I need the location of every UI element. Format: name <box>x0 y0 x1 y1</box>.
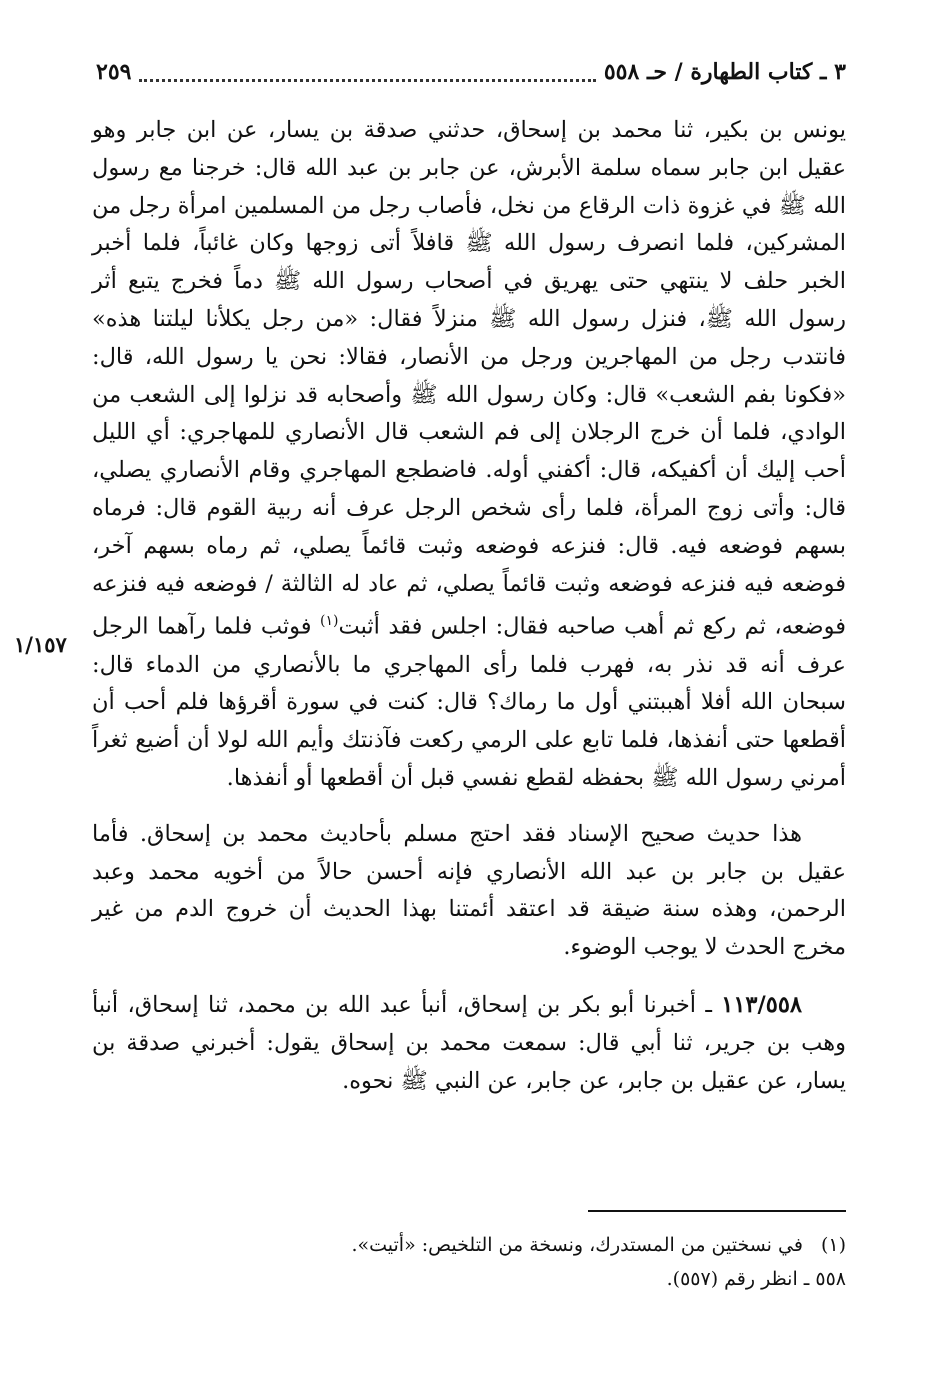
footnote-text: انظر رقم (٥٥٧). <box>666 1268 798 1290</box>
hadith-557-part1: يونس بن بكير، ثنا محمد بن إسحاق، حدثني صدقة بن يسار، عن ابن جابر وهو عقيل ابن جابر سماه سلمة الأبرش، عن جابر بن عبد الله قال: خرجنا مع رسول الله ﷺ في غزوة ذات الرقاع من نخل، فأصاب رجل من المسلمين امرأة رجل من المشركين، فلما انصرف رسول الله ﷺ قافلاً أتى زوجها وكان غائباً، فلما أخبر الخبر حلف لا ينتهي حتى يهريق في أصحاب رسول الله ﷺ دماً فخرج يتبع أثر رسول الله ﷺ، فنزل رسول الله ﷺ منزلاً فقال: «من رجل يكلأنا ليلتنا هذه» فانتدب رجل من المهاجرين ورجل من الأنصار، فقالا: نحن يا رسول الله، قال: «فكونا بفم الشعب» قال: وكان رسول الله ﷺ وأصحابه قد نزلوا إلى الشعب من الوادي، فلما أن خرج الرجلان إلى فم الشعب قال الأنصاري للمهاجري: أي الليل أحب إليك أن أكفيكه، قال: أكفني أوله. فاضطجع المهاجري وقام الأنصاري يصلي، قال: وأتى زوج المرأة، فلما رأى شخص الرجل عرف أنه ربية القوم قال: فرماه بسهم فوضعه فيه. قال: فنزعه فوضعه وثبت قائماً يصلي، ثم رماه بسهم آخر، فوضعه فيه فنزعه فوضعه وثبت قائماً يصلي، ثم عاد له الثالثة / فوضعه فيه فنزعه فوضعه، ثم ركع ثم أهب صاحبه فقال: اجلس فقد أثبت <box>92 117 846 640</box>
margin-volume-page-ref: ١/١٥٧ <box>14 632 67 657</box>
footnotes <box>300 1228 846 1296</box>
footnote-item <box>300 1262 846 1296</box>
footnote-mark: (١) <box>820 1234 846 1256</box>
authentication-commentary: هذا حديث صحيح الإسناد فقد احتج مسلم بأحاديث محمد بن إسحاق. فأما عقيل بن جابر بن عبد الله الأنصاري فإنه أحسن حالاً من أخويه محمد وعبد الرحمن، وهذه سنة ضيقة قد اعتقد أئمتنا بهذا الحديث أن خروج الدم من غير مخرج الحدث لا يوجب الوضوء. <box>92 820 846 961</box>
hadith-558-text <box>92 987 846 1100</box>
hadith-558-body: ـ أخبرنا أبو بكر بن إسحاق، أنبأ عبد الله بن محمد، ثنا إسحاق، أنبأ وهب بن جرير، ثنا أبي قال: سمعت محمد بن إسحاق يقول: أخبرني صدقة بن يسار، عن عقيل بن جابر، عن جابر، عن النبي ﷺ نحوه. <box>92 992 846 1094</box>
hadith-557-text <box>92 112 846 798</box>
footnote-separator <box>588 1210 846 1212</box>
footnote-mark: ٥٥٨ ـ <box>803 1268 846 1290</box>
header-dot-leader <box>139 77 595 82</box>
footnote-reference[interactable]: (١) <box>320 613 339 630</box>
footnote-text: في نسختين من المستدرك، ونسخة من التلخيص: «أتيت». <box>351 1234 803 1256</box>
running-header <box>96 52 846 92</box>
footnote-item <box>300 1228 846 1262</box>
hadith-557-part2: فوثب فلما رآهما الرجل عرف أنه قد نذر به، فهرب فلما رأى المهاجري ما بالأنصاري من الدماء قال: سبحان الله أفلا أهببتني أول ما رماك؟ قال: كنت في سورة أقرؤها فلم أحب أن أقطعها حتى أنفذها، فلما تابع على الرمي ركعت فآذنتك وأيم الله لولا أن أضيع ثغراً أمرني رسول الله ﷺ بحفظه لقطع نفسي قبل أن أقطعها أو أنفذها. <box>92 613 846 792</box>
page-number: ٢٥٩ <box>96 59 132 85</box>
hadith-558-number: ١١٣/٥٥٨ <box>721 992 802 1019</box>
chapter-title: ٣ ـ كتاب الطهارة / حـ ٥٥٨ <box>603 59 846 85</box>
main-text <box>92 112 846 1100</box>
